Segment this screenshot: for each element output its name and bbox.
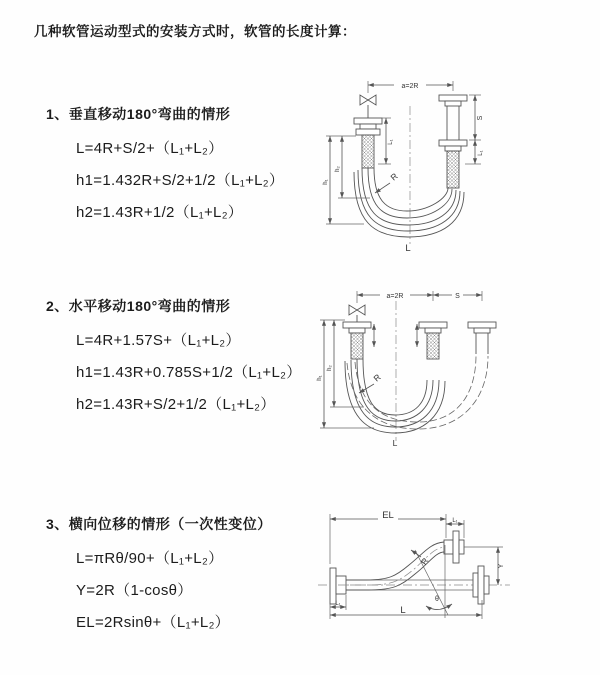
dim-label-el: EL xyxy=(382,510,394,521)
dim-label-a2r: a=2R xyxy=(386,293,404,300)
section-3-heading: 3、横向位移的情形（一次性变位） xyxy=(46,516,272,532)
dim-label-l1-right: L₁ xyxy=(478,150,484,156)
section-vertical-move xyxy=(46,104,284,229)
section-horizontal-move xyxy=(46,296,302,421)
formula-l: L=4R+S/2+（L₁+L₂） xyxy=(76,140,224,157)
right-pipe-fitting xyxy=(439,95,467,188)
dim-label-r: R xyxy=(388,170,400,183)
section-3-formulas xyxy=(76,543,272,639)
dimension-l xyxy=(330,600,482,619)
dim-label-theta: θ xyxy=(435,596,439,603)
formula-h2: h2=1.43R+S/2+1/2（L₁+L₂） xyxy=(76,396,276,413)
radius-callout xyxy=(411,550,430,567)
formula-l: L=4R+1.57S+（L₁+L₂） xyxy=(76,332,241,349)
dim-label-a2r: a=2R xyxy=(401,83,419,90)
section-2-formulas xyxy=(76,325,302,421)
page-title: 几种软管运动型式的安装方式时，软管的长度计算： xyxy=(34,24,356,39)
formula-l: L=πRθ/90+（L₁+L₂） xyxy=(76,550,224,567)
section-2-heading: 2、水平移动180°弯曲的情形 xyxy=(46,298,231,314)
dimension-s xyxy=(433,291,482,301)
formula-el: EL=2Rsinθ+（L₁+L₂） xyxy=(76,614,230,631)
dim-label-l: L xyxy=(405,243,411,254)
dim-label-s: S xyxy=(477,115,484,121)
dimension-el xyxy=(330,510,446,564)
dimension-l1-right xyxy=(465,140,484,164)
dim-label-r: R xyxy=(418,555,431,567)
dim-label-h2: h₂ xyxy=(327,365,333,371)
section-1-heading: 1、垂直移动180°弯曲的情形 xyxy=(46,106,231,122)
dimension-s xyxy=(469,95,484,140)
diagram-horizontal-180-bend xyxy=(312,283,597,461)
dim-label-s: S xyxy=(455,293,460,300)
dim-label-h1: h₁ xyxy=(323,179,329,185)
left-pipe-fitting xyxy=(354,118,382,168)
fitting-length-marks xyxy=(374,324,417,347)
raised-flange xyxy=(444,531,464,563)
radius-callout xyxy=(359,372,383,393)
dim-label-y: Y xyxy=(498,563,505,569)
left-pipe-fitting xyxy=(343,322,371,359)
dim-label-l1-bottom: L₁ xyxy=(335,601,341,607)
formula-h1: h1=1.432R+S/2+1/2（L₁+L₂） xyxy=(76,172,285,189)
middle-pipe-fitting xyxy=(419,322,447,359)
formula-h1: h1=1.43R+0.785S+1/2（L₁+L₂） xyxy=(76,364,302,381)
left-flange xyxy=(330,568,346,604)
right-pipe-fitting xyxy=(468,322,496,354)
diagram-lateral-displacement xyxy=(298,500,598,665)
dim-label-h1: h₁ xyxy=(317,375,323,381)
dim-label-l1-top: L₁ xyxy=(452,518,458,524)
radius-callout xyxy=(375,171,400,193)
dimension-l1-left xyxy=(378,118,394,164)
formula-y: Y=2R（1-cosθ） xyxy=(76,582,193,599)
dim-label-l1-left: L₁ xyxy=(388,139,394,145)
section-lateral-displacement xyxy=(46,514,272,639)
dimension-h1 xyxy=(323,136,364,224)
hose-curves-position1 xyxy=(345,359,445,433)
valve-icon xyxy=(349,305,365,322)
dim-label-l: L xyxy=(392,438,398,448)
dim-label-h2: h₂ xyxy=(335,166,341,172)
formula-h2: h2=1.43R+1/2（L₁+L₂） xyxy=(76,204,244,221)
dim-label-r: R xyxy=(371,371,383,384)
dimension-a2r xyxy=(368,81,453,94)
dim-label-l: L xyxy=(400,605,406,616)
dimension-a2r xyxy=(357,291,482,304)
valve-icon xyxy=(360,95,376,118)
section-1-formulas xyxy=(76,133,284,229)
angle-construction xyxy=(415,545,452,618)
diagram-vertical-180-bend xyxy=(312,72,597,270)
hose-s-curve xyxy=(338,542,446,590)
